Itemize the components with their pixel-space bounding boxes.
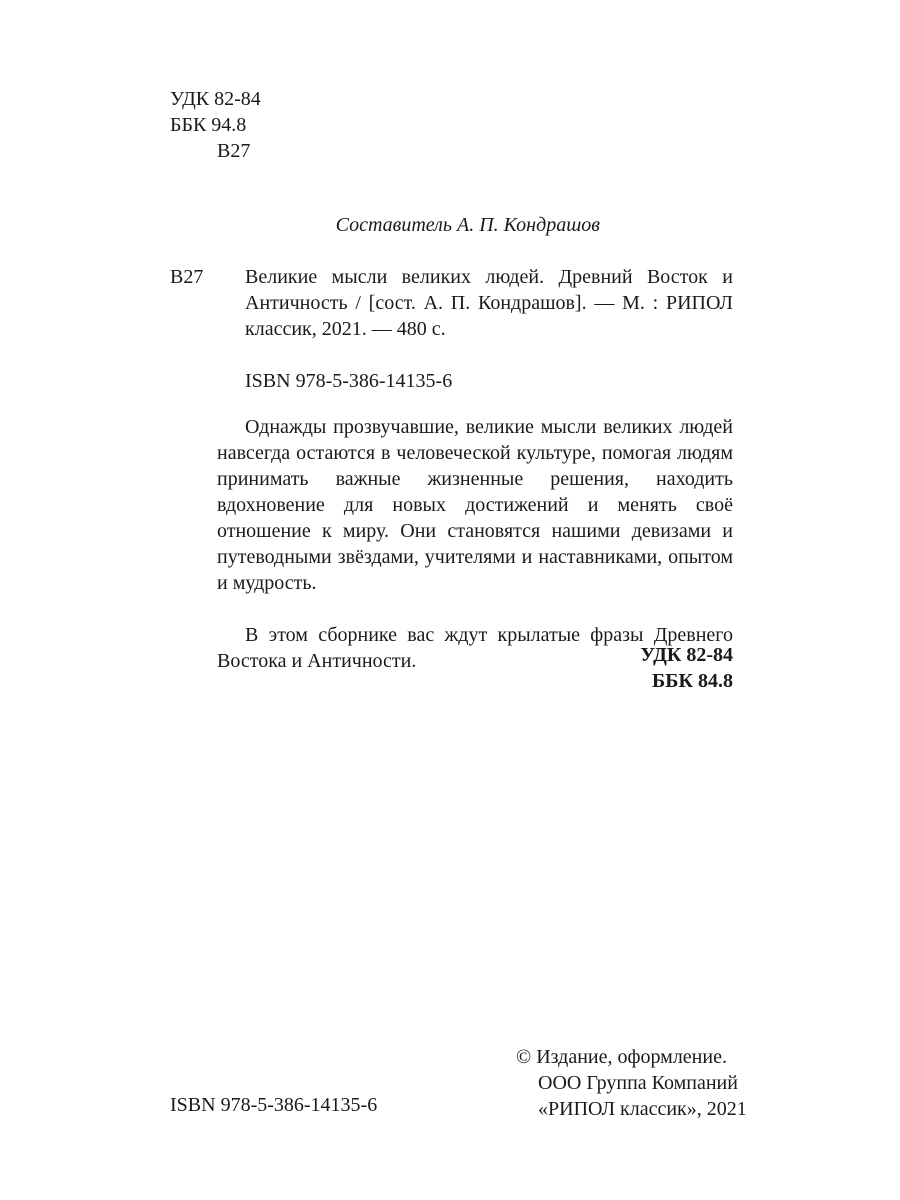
- author-mark: В27: [217, 140, 251, 162]
- udk-code: УДК 82-84: [170, 88, 261, 110]
- copyright-line-2: ООО Группа Компаний: [538, 1072, 738, 1094]
- bibliographic-code: В27: [170, 266, 204, 288]
- bibliographic-description: [245, 264, 733, 342]
- isbn-footer: ISBN 978-5-386-14135-6: [170, 1094, 378, 1116]
- copyright-line-3: «РИПОЛ классик», 2021: [538, 1098, 747, 1120]
- udk-code-bottom: УДК 82-84: [640, 644, 733, 666]
- annotation-paragraph-1: Однажды прозвучавшие, великие мысли великих людей навсегда остаются в человеческой культуре, помогая людям принимать важные жизненные решения, находить вдохновение для новых достижений и менять своё отношение к миру. Они становятся нашими девизами и путеводными звёздами, учителями и наставниками, опытом и мудрость.: [217, 416, 733, 594]
- bbk-code-bottom: ББК 84.8: [652, 670, 733, 692]
- classification-block-bottom: [640, 642, 733, 694]
- copyright-line-1: © Издание, оформление.: [516, 1046, 727, 1068]
- copyright-block: [516, 1044, 747, 1122]
- isbn-record: ISBN 978-5-386-14135-6: [245, 370, 453, 392]
- bbk-code: ББК 94.8: [170, 114, 247, 136]
- annotation: [217, 414, 733, 674]
- annotation-paragraph-2: В этом сборнике вас ждут крылатые фразы Древнего Востока и Античности.: [217, 624, 733, 672]
- classification-block-top: [170, 86, 261, 164]
- bibliographic-text: Великие мысли великих людей. Древний Восток и Античность / [сост. А. П. Кондрашов]. — М. : РИПОЛ классик, 2021. — 480 с.: [245, 266, 733, 340]
- compiler-line: Составитель А. П. Кондрашов: [335, 214, 600, 236]
